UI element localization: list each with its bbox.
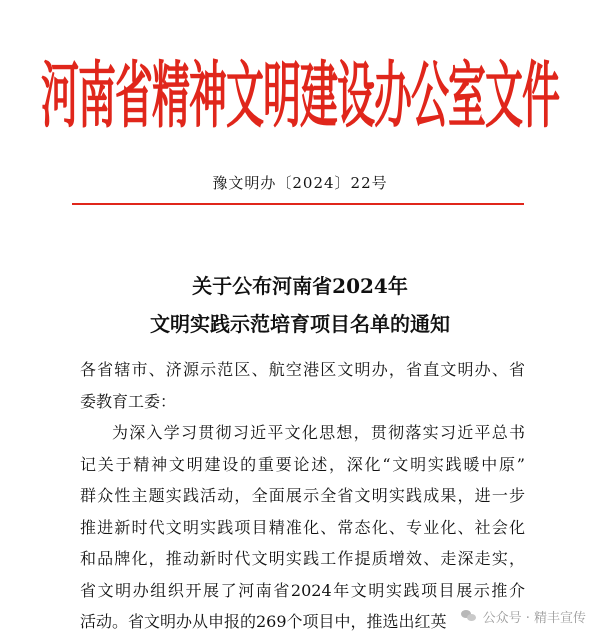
document-body — [80, 354, 525, 631]
paragraph-line: 省文明办组织开展了河南省2024年文明实践项目展示推介 — [80, 580, 525, 600]
paragraph-line: 活动。省文明办从申报的269个项目中，推选出红英 — [80, 612, 447, 631]
document-title-line-1: 关于公布河南省2024年 — [192, 274, 408, 298]
addressee-line: 各省辖市、济源示范区、航空港区文明办，省直文明办、省 — [80, 360, 525, 379]
paragraph-line: 为深入学习贯彻习近平文化思想，贯彻落实习近平总书 — [112, 423, 525, 442]
document-number: 豫文明办〔2024〕22号 — [212, 174, 388, 192]
wechat-icon — [461, 609, 477, 623]
paragraph-line: 和品牌化，推动新时代文明实践工作提质增效、走深走实， — [80, 549, 525, 568]
masthead-text: 河南省精神文明建设办公室文件 — [40, 54, 559, 138]
addressee-line: 委教育工委： — [80, 391, 177, 411]
document-title-line-2: 文明实践示范培育项目名单的通知 — [150, 312, 450, 336]
wechat-watermark — [453, 605, 594, 627]
red-divider-line — [72, 203, 524, 205]
paragraph-line: 记关于精神文明建设的重要论述，深化“文明实践暖中原” — [80, 454, 525, 474]
watermark-text: 公众号 · 精丰宣传 — [482, 610, 586, 626]
document-masthead — [0, 46, 600, 146]
paragraph-line: 推进新时代文明实践项目精准化、常态化、专业化、社会化 — [80, 517, 525, 537]
paragraph-line: 群众性主题实践活动，全面展示全省文明实践成果，进一步 — [80, 486, 525, 505]
